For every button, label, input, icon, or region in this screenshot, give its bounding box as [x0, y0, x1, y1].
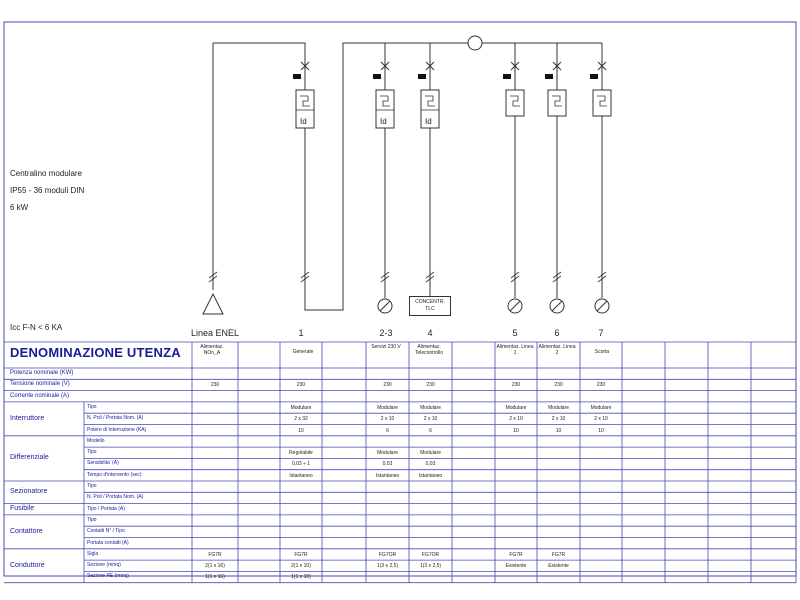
table-cell: 230 — [426, 382, 435, 389]
col-label-6: 6 — [554, 328, 560, 338]
row-label: Corrente nominale (A) — [10, 392, 70, 399]
row-label: Modello — [87, 437, 105, 444]
row-label: Tensione nominale (V) — [10, 381, 70, 388]
table-cell: 0,03 ÷ 1 — [291, 461, 311, 468]
row-label: Tipo — [87, 449, 97, 456]
table-cell: 230 — [554, 382, 563, 389]
table-cell: 2 x 32 — [294, 416, 308, 423]
col-label-1: 1 — [298, 328, 304, 338]
row-label: Sigla — [87, 550, 99, 557]
row-label: Sezione (mmq) — [87, 562, 121, 569]
table-cell: 0,03 — [382, 461, 393, 468]
col-label-5: 5 — [512, 328, 518, 338]
group-label: Differenziale — [10, 454, 49, 462]
table-cell: 10 — [555, 427, 562, 434]
table-cell: 230 — [296, 382, 306, 389]
group-label: Contattore — [10, 527, 43, 535]
row-label: Tipo / Portata (A) — [87, 505, 125, 512]
table-cell: Regolabile — [289, 450, 313, 457]
table-cell: 1(1 x 16) — [205, 574, 225, 581]
svg-text:Id: Id — [425, 117, 432, 126]
col-header-5: Alimentaz. Linea 1 — [496, 344, 534, 356]
table-cell: 10 — [298, 427, 304, 434]
table-cell: 2 x 10 — [423, 416, 438, 423]
table-cell: 2 x 10 — [551, 416, 566, 423]
table-cell: 2(1 x 10) — [291, 563, 311, 570]
row-label: N. Poli / Portata Nom. (A) — [87, 494, 144, 501]
row-label: Sensibilita' (A) — [87, 460, 119, 467]
table-cell: Modulare — [420, 404, 441, 411]
row-label: Sezione PE (mmq) — [87, 573, 129, 580]
row-label: Tipo — [87, 516, 97, 523]
row-label: Tipo — [87, 483, 97, 489]
table-cell: Istantaneo — [418, 472, 443, 479]
row-label: Tempo d'intervento (sec) — [87, 471, 142, 478]
table-cell: 6 — [429, 427, 432, 434]
panel-power: 6 kW — [10, 203, 29, 212]
table-cell: 0,03 — [425, 461, 436, 468]
table-cell: Modulare — [420, 450, 441, 457]
col-header-6: Alimentaz. Linea 2 — [538, 344, 576, 356]
group-label: Conduttore — [10, 561, 45, 569]
table-cell: FG7OR — [378, 551, 397, 558]
col-label-enel: Linea ENEL — [190, 328, 240, 338]
col-header-enel: Alimentaz. NOn_A — [200, 344, 224, 356]
table-cell: 2 x 10 — [509, 416, 523, 423]
table-cell: 230 — [511, 382, 521, 389]
table-cell: FG7R — [208, 551, 222, 558]
icc-rating: Icc F-N < 6 KA — [10, 323, 63, 332]
table-cell: Modulare — [290, 404, 312, 411]
table-cell: 1(1 x 10) — [291, 574, 311, 581]
row-label: Portata contatti (A) — [87, 539, 129, 546]
table-cell: FG7OR — [421, 551, 440, 558]
table-cell: Modulare — [505, 404, 527, 411]
row-label: Contatti N° / Tipo — [87, 528, 125, 535]
col-header-1: Generale — [292, 349, 314, 355]
table-cell: Modulare — [377, 450, 398, 457]
panel-protection: IP55 - 36 moduli DIN — [10, 186, 85, 195]
col-header-7: Scorta — [594, 349, 610, 355]
table-cell: Istantaneo — [289, 472, 313, 479]
table-cell: 6 — [386, 427, 389, 434]
group-label: Sezionatore — [10, 488, 48, 496]
col-label-2-3: 2-3 — [379, 328, 393, 338]
panel-description: Centralino modulare — [10, 169, 83, 178]
table-cell: 1(3 x 2,5) — [419, 563, 442, 570]
table-cell: Istantaneo — [375, 472, 400, 479]
table-cell: 2(1 x 16) — [205, 563, 225, 570]
col-label-7: 7 — [598, 328, 604, 338]
group-label: Interruttore — [10, 414, 45, 422]
table-cell: FG7R — [551, 551, 566, 558]
table-cell: Modulare — [548, 404, 569, 411]
row-label: Tipo — [87, 403, 97, 410]
row-label: Potenza nominale (KW) — [10, 370, 74, 376]
svg-text:Id: Id — [300, 117, 307, 126]
table-cell: FG7R — [294, 551, 308, 558]
table-title: DENOMINAZIONE UTENZA — [10, 345, 181, 360]
col-label-4: 4 — [427, 328, 433, 338]
col-header-4: Alimentaz. Telecontrollo — [414, 344, 444, 356]
svg-text:Id: Id — [380, 117, 387, 126]
table-cell: Esistente — [505, 563, 527, 570]
col-header-2-3: Servizi 230 V — [371, 344, 401, 350]
table-cell: 1(3 x 2,5) — [376, 563, 399, 570]
tlc-concentrator-box: CONCENTR. TLC — [409, 296, 451, 316]
row-label: N. Poli / Portata Nom. (A) — [87, 415, 144, 422]
table-cell: FG7R — [509, 551, 523, 558]
table-cell: 230 — [383, 382, 392, 389]
row-label: Potere di Interruzione (KA) — [87, 426, 147, 433]
table-cell: 2 x 10 — [380, 416, 395, 423]
table-cell: Modulare — [377, 404, 398, 411]
table-cell: 2 x 10 — [594, 416, 608, 423]
table-cell: 10 — [598, 427, 604, 434]
table-cell: 230 — [596, 382, 606, 389]
table-cell: Modulare — [590, 404, 612, 411]
table-cell: 10 — [513, 427, 519, 434]
table-cell: 230 — [210, 382, 220, 389]
table-cell: Esistente — [548, 563, 569, 570]
group-label: Fusibile — [10, 505, 35, 513]
